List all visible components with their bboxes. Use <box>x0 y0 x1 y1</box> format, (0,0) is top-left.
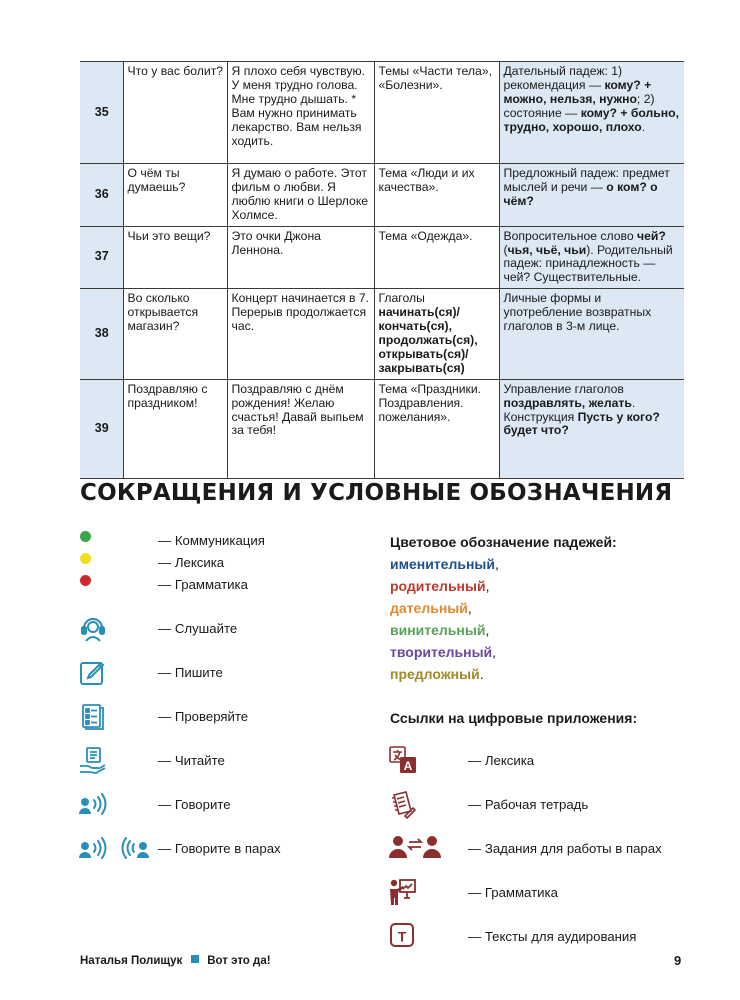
case-instrumental <box>390 644 496 660</box>
legend-item <box>0 790 360 820</box>
table-row <box>80 289 684 379</box>
row-grammar: Вопросительное слово чей? (чья, чьё, чьи). Родительный падеж: принадлежность — чей? Существительные. <box>499 226 684 289</box>
legend-label: — Слушайте <box>158 621 238 636</box>
app-label: — Рабочая тетрадь <box>468 797 589 812</box>
row-question: Поздравляю с праздником! <box>123 379 227 478</box>
table-row <box>80 379 684 478</box>
case-accusative <box>390 622 489 638</box>
row-number: 39 <box>80 379 123 478</box>
app-label: — Лексика <box>468 753 535 768</box>
row-example: Я плохо себя чувствую. У меня трудно голова. Мне трудно дышать. * Вам нужно принимать лекарство. Вам нельзя ходить. <box>227 62 374 164</box>
footer-separator-icon <box>191 955 199 963</box>
footer-author: Наталья Полищук <box>80 955 183 967</box>
pair-speakers-icon <box>78 834 150 864</box>
case-name: предложный <box>390 666 480 682</box>
grammar-table <box>80 61 684 479</box>
case-separator: . <box>479 666 484 682</box>
row-grammar: Предложный падеж: предмет мыслей и речи — о ком? о чём? <box>499 164 684 227</box>
legend-item <box>0 614 360 644</box>
pencil-icon <box>78 658 108 688</box>
legend-label: — Читайте <box>158 753 225 768</box>
case-name: дательный <box>390 600 468 616</box>
legend-item <box>0 577 360 607</box>
app-label: — Тексты для аудирования <box>468 929 637 944</box>
teacher-board-icon <box>388 877 418 907</box>
headset-icon <box>78 614 108 644</box>
legend-item <box>0 702 360 732</box>
legend-item <box>0 658 360 688</box>
row-number: 37 <box>80 226 123 289</box>
svg-text:A: A <box>403 759 413 773</box>
legend-label: — Проверяйте <box>158 709 249 724</box>
app-label: — Грамматика <box>468 885 558 900</box>
case-prepositional <box>390 666 484 682</box>
text-t-icon <box>388 921 418 951</box>
legend-label: — Пишите <box>158 665 223 680</box>
app-item <box>388 745 718 775</box>
row-question: Чьи это вещи? <box>123 226 227 289</box>
page-number: 9 <box>674 953 682 968</box>
app-label: — Задания для работы в парах <box>468 841 662 856</box>
row-number: 35 <box>80 62 123 164</box>
legend-label: — Грамматика <box>158 577 248 592</box>
book-hand-icon <box>78 746 108 776</box>
table-row <box>80 62 684 164</box>
row-question: Во сколько открывается магазин? <box>123 289 227 379</box>
row-question: Что у вас болит? <box>123 62 227 164</box>
svg-text:T: T <box>397 928 407 945</box>
app-item <box>388 789 718 819</box>
row-example: Я думаю о работе. Этот фильм о любви. Я люблю книги о Шерлоке Холмсе. <box>227 164 374 227</box>
legend-label: — Лексика <box>158 555 225 570</box>
row-grammar: Дательный падеж: 1) рекомендация — кому? + можно, нельзя, нужно; 2) состояние — кому? + больно, трудно, хорошо, плохо. <box>499 62 684 164</box>
page-footer <box>80 955 271 967</box>
legend-item <box>0 834 360 864</box>
speaker-person-icon <box>78 790 108 820</box>
row-example: Поздравляю с днём рождения! Желаю счастья! Давай выпьем за тебя! <box>227 379 374 478</box>
case-genitive <box>390 578 489 594</box>
case-separator: , <box>492 644 497 660</box>
case-name: творительный <box>390 644 493 660</box>
footer-book-title: Вот это да! <box>207 955 271 967</box>
row-number: 38 <box>80 289 123 379</box>
row-theme: Тема «Люди и их качества». <box>374 164 499 227</box>
notebook-icon <box>388 789 418 819</box>
case-separator: , <box>485 622 490 638</box>
case-separator: , <box>494 556 499 572</box>
table-row <box>80 164 684 227</box>
row-grammar: Управление глаголов поздравлять, желать. Конструкция Пусть у кого? будет что? <box>499 379 684 478</box>
digital-apps-heading: Ссылки на цифровые приложения: <box>390 710 638 726</box>
case-name: родительный <box>390 578 486 594</box>
translate-icon <box>388 745 418 775</box>
legend-label: — Говорите <box>158 797 231 812</box>
legend-label: — Коммуникация <box>158 533 265 548</box>
row-example: Это очки Джона Леннона. <box>227 226 374 289</box>
table-row <box>80 226 684 289</box>
grammar-table-body <box>80 62 684 479</box>
case-name: винительный <box>390 622 486 638</box>
app-item <box>388 833 718 863</box>
case-colors-heading: Цветовое обозначение падежей: <box>390 534 617 550</box>
row-theme: Тема «Одежда». <box>374 226 499 289</box>
pair-exchange-icon <box>388 833 442 863</box>
row-grammar: Личные формы и употребление возвратных глаголов в 3-м лице. <box>499 289 684 379</box>
case-dative <box>390 600 472 616</box>
case-separator: , <box>485 578 490 594</box>
row-example: Концерт начинается в 7. Перерыв продолжается час. <box>227 289 374 379</box>
case-nominative <box>390 556 499 572</box>
row-question: О чём ты думаешь? <box>123 164 227 227</box>
legend-label: — Говорите в парах <box>158 841 281 856</box>
row-theme: Темы «Части тела», «Болезни». <box>374 62 499 164</box>
legend-item <box>0 746 360 776</box>
row-theme: Тема «Праздники. Поздравления. пожелания». <box>374 379 499 478</box>
row-theme: Глаголы начинать(ся)/ кончать(ся), продолжать(ся), открывать(ся)/ закрывать(ся) <box>374 289 499 379</box>
app-item <box>388 921 718 951</box>
app-item <box>388 877 718 907</box>
case-separator: , <box>467 600 472 616</box>
case-name: именительный <box>390 556 495 572</box>
section-title: СОКРАЩЕНИЯ И УСЛОВНЫЕ ОБОЗНАЧЕНИЯ <box>80 480 673 506</box>
checklist-icon <box>78 702 108 732</box>
row-number: 36 <box>80 164 123 227</box>
